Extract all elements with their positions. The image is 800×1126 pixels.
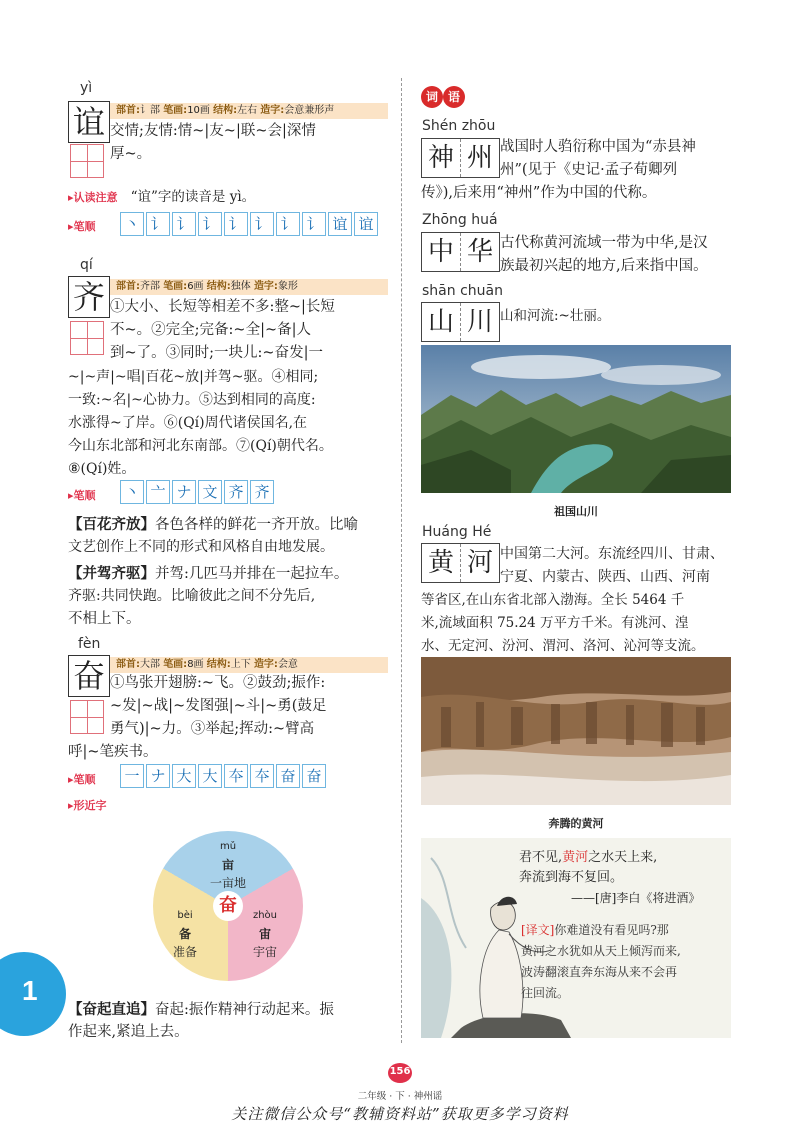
def-shenzhou: 州”(见于《史记·孟子荀卿列 (500, 162, 678, 178)
stroke-label-fen: ▸笔顺 (68, 773, 96, 786)
stroke-cell: 丶 (120, 212, 144, 236)
def-zhonghua: 古代称黄河流域一带为中华,是汉 (500, 235, 708, 251)
def-fen-line: ①鸟张开翅膀:~飞。②鼓劲;振作: (110, 675, 326, 691)
word-box-huanghe: 黄 河 (421, 543, 500, 583)
note-row (68, 186, 255, 209)
def-shenzhou: 战国时人驺衍称中国为“赤县神 (500, 139, 696, 155)
char-qi: 齐 (68, 276, 110, 318)
word-box-zhonghua: 中 华 (421, 232, 500, 272)
phrase-baihuaqifang: 【百花齐放】各色各样的鲜花一齐开放。比喻 (68, 516, 358, 533)
def-huanghe: 等省区,在山东省北部入渤海。全长 5464 千 (421, 592, 685, 608)
stroke-cell: 讠 (224, 212, 248, 236)
def-qi-line: ①大小、长短等相差不多:整~|长短 (110, 299, 335, 315)
footer-banner: 关注微信公众号“教辅资料站”获取更多学习资料 (231, 1105, 569, 1123)
def-huanghe: 米,流域面积 75.24 万平方千米。有洮河、湟 (421, 615, 689, 631)
info-bar-fen: 部首:大部 笔画:8画 结构:上下 造字:会意 (110, 657, 388, 673)
stroke-cell: 丶 (120, 480, 144, 504)
phrase-line: 齐驱:共同快跑。比喻彼此之间不分先后, (68, 588, 316, 604)
info-bar-qi: 部首:齐部 笔画:6画 结构:独体 造字:象形 (110, 279, 388, 295)
phrase-line: 文艺创作上不同的形式和风格自由地发展。 (68, 539, 334, 555)
stroke-cell: 讠 (276, 212, 300, 236)
grade-label: 二年级 · 下 · 神州谣 (357, 1091, 443, 1102)
stroke-label-yi: ▸笔顺 (68, 220, 96, 233)
stroke-cell: 谊 (328, 212, 352, 236)
char-fen: 奋 (68, 655, 110, 697)
poem-line2: 奔流到海不复回。 (519, 870, 624, 885)
def-huanghe: 中国第二大河。东流经四川、甘肃、 (500, 546, 724, 562)
poem-line1: 君不见,黄河之水天上来, (519, 850, 658, 865)
column-divider (401, 78, 402, 1043)
info-bar-yi: 部首:讠部 笔画:10画 结构:左右 造字:会意兼形声 (110, 103, 388, 119)
ciyu-badge-1: 词 (421, 86, 443, 108)
def-qi-line: ~|~声|~唱|百花~放|并驾~驱。④相同; (68, 369, 319, 385)
def-shanchuan: 山和河流:~壮丽。 (500, 308, 611, 324)
stroke-cell: 齐 (224, 480, 248, 504)
def-qi-line: 一致:~名|~心协力。⑤达到相同的高度: (68, 392, 316, 408)
wheel-left: bèi 备 准备 (172, 910, 197, 959)
def-qi-line: 不~。②完全;完备:~全|~备|人 (110, 322, 311, 338)
phrase-fenqizhizhui: 【奋起直追】奋起:振作精神行动起来。振 (68, 1001, 334, 1018)
stroke-order-yi (120, 212, 380, 236)
stroke-cell: 讠 (250, 212, 274, 236)
pinyin-shenzhou: Shén zhōu (422, 118, 496, 134)
similar-label: ▸形近字 (68, 799, 107, 812)
def-qi-line: 水涨得~了岸。⑥(Qí)周代诸侯国名,在 (68, 415, 308, 431)
note-label: ▸认读注意 (68, 191, 118, 204)
pinyin-shanchuan: shān chuān (422, 283, 503, 299)
stroke-cell: 讠 (198, 212, 222, 236)
stroke-cell: ナ (146, 764, 170, 788)
stroke-cell: 谊 (354, 212, 378, 236)
writing-grid (70, 700, 104, 734)
stroke-cell: 一 (120, 764, 144, 788)
page-number: 156 (389, 1066, 411, 1077)
stroke-cell: 讠 (146, 212, 170, 236)
stroke-cell: 夲 (224, 764, 248, 788)
char-yi: 谊 (68, 101, 110, 143)
stroke-cell: 文 (198, 480, 222, 504)
wheel-top: mǔ 亩 一亩地 (209, 841, 246, 890)
pinyin-yi: yì (80, 80, 93, 96)
stroke-order-qi (120, 480, 276, 504)
def-huanghe: 宁夏、内蒙古、陕西、山西、河南 (500, 569, 710, 585)
caption-yellow-river: 奔腾的黄河 (548, 817, 604, 830)
writing-grid (70, 144, 104, 178)
word-box-shenzhou: 神 州 (421, 138, 500, 178)
def-shenzhou: 传》),后来用“神州”作为中国的代称。 (421, 185, 657, 201)
note-text: “谊”字的读音是 yì。 (130, 189, 256, 205)
def-yi-line1: 交情;友情:情~|友~|联~会|深情 (110, 123, 316, 139)
mountain-river-photo (421, 345, 731, 493)
stroke-cell: 亠 (146, 480, 170, 504)
stroke-cell: 齐 (250, 480, 274, 504)
pinyin-fen: fèn (78, 636, 101, 652)
pinyin-huanghe: Huáng Hé (422, 524, 492, 540)
writing-grid (70, 321, 104, 355)
def-fen-line: 勇气)|~力。③举起;挥动:~臂高 (110, 721, 315, 737)
poem-translation: [译文]你难道没有看见吗?那 黄河之水犹如从天上倾泻而来, 波涛翻滚直奔东海从来不会再 往回流。 (521, 923, 681, 1000)
wheel-center-char: 奋 (213, 891, 243, 921)
def-qi-line: 到~了。③同时;一块儿:~奋发|一 (110, 345, 323, 361)
stroke-cell: 奋 (276, 764, 300, 788)
stroke-cell: 大 (198, 764, 222, 788)
chapter-number: 1 (22, 975, 38, 1006)
wheel-right: zhòu 宙 宇宙 (252, 910, 278, 959)
ciyu-badge-2: 语 (443, 86, 465, 108)
word-box-shanchuan: 山 川 (421, 302, 500, 342)
def-qi-line: ⑧(Qí)姓。 (68, 461, 136, 477)
phrase-line: 不相上下。 (68, 611, 141, 627)
pinyin-qi: qí (80, 257, 93, 273)
stroke-cell: ナ (172, 480, 196, 504)
stroke-cell: 夲 (250, 764, 274, 788)
caption-mountains: 祖国山川 (554, 505, 598, 518)
def-huanghe: 水、无定河、汾河、渭河、洛河、沁河等支流。 (421, 638, 705, 654)
phrase-line: 作起来,紧追上去。 (68, 1024, 189, 1040)
stroke-order-fen (120, 764, 328, 788)
stroke-cell: 奋 (302, 764, 326, 788)
def-qi-line: 今山东北部和河北东南部。⑦(Qí)朝代名。 (68, 438, 333, 454)
stroke-cell: 讠 (302, 212, 326, 236)
phrase-bingjiaqiqu: 【并驾齐驱】并驾:几匹马并排在一起拉车。 (68, 565, 349, 582)
pinyin-zhonghua: Zhōng huá (422, 212, 498, 228)
def-fen-line: 呼|~笔疾书。 (68, 744, 158, 760)
def-fen-line: ~发|~战|~发图强|~斗|~勇(鼓足 (110, 698, 327, 714)
def-zhonghua: 族最初兴起的地方,后来指中国。 (500, 258, 708, 274)
yellow-river-photo (421, 657, 731, 805)
def-yi-line2: 厚~。 (110, 146, 152, 162)
stroke-label-qi: ▸笔顺 (68, 489, 96, 502)
stroke-cell: 讠 (172, 212, 196, 236)
poem-card (421, 838, 731, 1038)
stroke-cell: 大 (172, 764, 196, 788)
poem-source: ——[唐]李白《将进酒》 (571, 891, 701, 905)
